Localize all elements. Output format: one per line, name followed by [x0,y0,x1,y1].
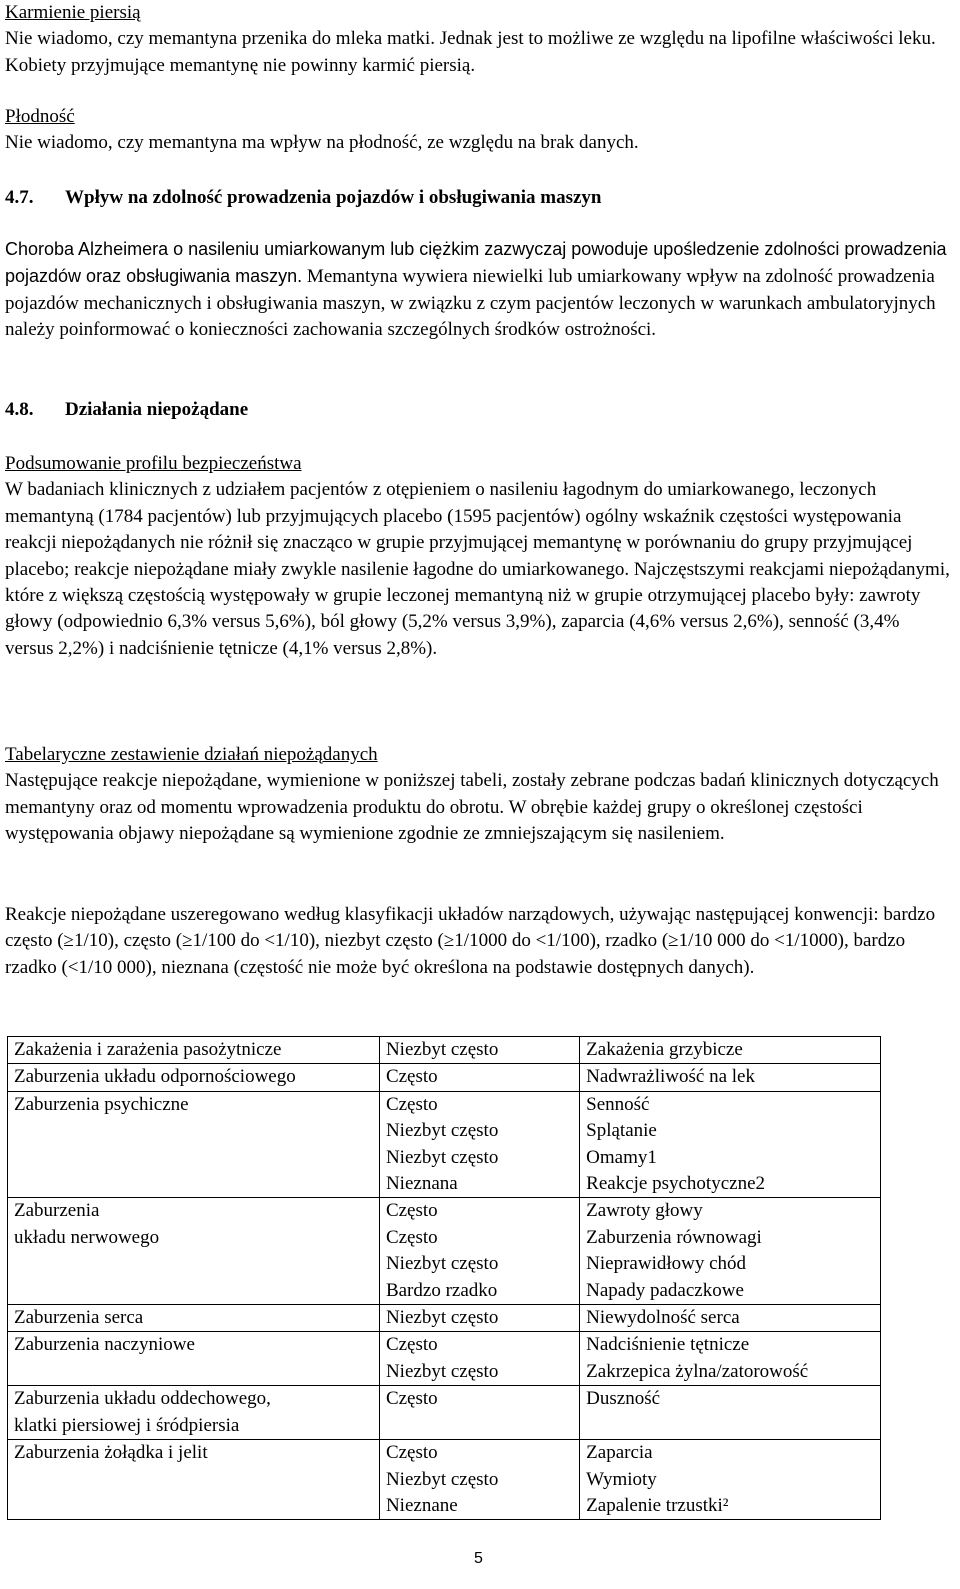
tabulated-summary-heading: Tabelaryczne zestawienie działań niepożądanych [5,744,378,765]
organ-class-cell [8,1064,380,1091]
breastfeeding-text: Nie wiadomo, czy memantyna przenika do mleka matki. Jednak jest to możliwe ze względu na lipofilne właściwości leku. Kobiety przyjmujące memantynę nie powinny karmić piersią. [5,28,936,76]
organ-class-cell [8,1386,380,1440]
frequency-cell-line: Niezbyt często [385,1146,499,1168]
organ-class-cell [8,1198,380,1305]
frequency-cell-line: Niezbyt często [385,1120,499,1142]
tabulated-summary [5,742,950,848]
frequency-cell-line: Niezbyt często [385,1468,499,1490]
reaction-cell-line: Nadciśnienie tętnicze [586,1334,750,1356]
reaction-cell-line: Zaburzenia równowagi [586,1226,762,1248]
reaction-cell-line: Omamy1 [586,1146,657,1168]
organ-class-cell [8,1305,380,1332]
reaction-cell [580,1198,881,1305]
reaction-cell [580,1064,881,1091]
reaction-cell-line: Reakcje psychotyczne2 [586,1173,765,1195]
frequency-cell-line: Niezbyt często [385,1039,499,1060]
table-row [8,1037,881,1064]
frequency-cell [379,1037,579,1064]
organ-class-cell [8,1091,380,1198]
fertility-text: Nie wiadomo, czy memantyna ma wpływ na płodność, ze względu na brak danych. [5,132,639,154]
frequency-cell-line: Bardzo rzadko [385,1279,498,1301]
frequency-cell-line: Często [385,1093,438,1115]
frequency-cell-line: Niezbyt często [385,1360,499,1382]
reaction-cell [580,1386,881,1440]
organ-class-cell [8,1332,380,1386]
table-row [8,1440,881,1520]
frequency-convention-text: Reakcje niepożądane uszeregowano według klasyfikacji układów narządowych, używając następującej konwencji: bardzo często (≥1/10), często (≥1/100 do <1/10), niezbyt często (≥1/1000 do <1/100), rzadko (≥1/10 000 do <1/1000), bardzo rzadko (<1/10 000), nieznana (częstość nie może być określona na podstawie dostępnych danych). [5,904,936,978]
frequency-cell [379,1440,579,1520]
reaction-cell-line: Zawroty głowy [586,1200,703,1222]
reaction-cell [580,1332,881,1386]
adverse-reactions-table [7,1036,881,1520]
organ-class-cell-line: Zaburzenia układu odpornościowego [14,1066,296,1088]
breastfeeding-heading: Karmienie piersią [5,2,141,23]
frequency-cell-line: Często [385,1226,438,1248]
organ-class-cell-line: Zakażenia i zarażenia pasożytnicze [14,1039,282,1060]
reaction-cell [580,1440,881,1520]
reaction-cell-line: Duszność [586,1388,661,1410]
organ-class-cell-line: Zaburzenia układu oddechowego, [14,1388,271,1410]
reaction-cell-line: Senność [586,1093,650,1115]
safety-summary-heading: Podsumowanie profilu bezpieczeństwa [5,453,302,474]
frequency-cell-line: Często [385,1334,438,1356]
section-4-7-title: Wpływ na zdolność prowadzenia pojazdów i obsługiwania maszyn [65,187,602,208]
organ-class-cell [8,1440,380,1520]
safety-summary-text: W badaniach klinicznych z udziałem pacjentów z otępieniem o nasileniu łagodnym do umiarkowanego, leczonych memantyną (1784 pacjentów) lub przyjmujących placebo (1595 pacjentów) ogólny wskaźnik częstości występowania reakcji niepożądanych nie różnił się znacząco w grupie przyjmującej memantynę w porównaniu do grupy przyjmującej placebo; reakcje niepożądane miały zwykle nasilenie łagodne do umiarkowanego. Najczęstszymi reakcjami niepożądanymi, które z większą częstością występowały w grupie leczonej memantyną niż w grupie otrzymującej placebo były: zawroty głowy (odpowiednio 6,3% versus 5,6%), ból głowy (5,2% versus 3,9%), zaparcia (4,6% versus 2,6%), senność (3,4% versus 2,2%) i nadciśnienie tętnicze (4,1% versus 2,8%). [5,479,950,659]
table-row [8,1332,881,1386]
reaction-cell [580,1037,881,1064]
fertility-heading: Płodność [5,106,75,127]
organ-class-cell-line: Zaburzenia żołądka i jelit [14,1442,208,1464]
section-4-8-number: 4.8. [5,399,34,420]
organ-class-cell-line: klatki piersiowej i śródpiersia [14,1414,240,1436]
breastfeeding-section [5,0,950,79]
reaction-cell-line: Zaparcia [586,1442,653,1464]
safety-summary [5,451,950,662]
table-row [8,1305,881,1332]
section-4-7-text [5,236,950,344]
section-4-7-text-serif: Memantyna wywiera niewielki lub umiarkowany wpływ na zdolność prowadzenia pojazdów mechanicznych i obsługiwania maszyn, w związku z czym pacjentów leczonych w warunkach ambulatoryjnych należy poinformować o konieczności zachowania szczególnych środków ostrożności. [5,266,936,341]
frequency-cell [379,1305,579,1332]
frequency-cell [379,1332,579,1386]
frequency-cell [379,1198,579,1305]
page-number: 5 [474,1550,483,1567]
section-4-7-heading [5,185,950,211]
frequency-cell-line: Niezbyt często [385,1307,499,1329]
reaction-cell-line: Wymioty [586,1468,657,1490]
frequency-cell [379,1386,579,1440]
frequency-convention [5,902,950,981]
reaction-cell [580,1305,881,1332]
frequency-cell-line: Nieznana [385,1173,458,1195]
reaction-cell-line: Nadwrażliwość na lek [586,1066,755,1088]
frequency-cell-line: Często [385,1442,438,1464]
frequency-cell-line: Niezbyt często [385,1253,499,1275]
frequency-cell-line: Często [385,1200,438,1222]
reaction-cell-line: Zakrzepica żylna/zatorowość [586,1360,809,1382]
section-4-7-number: 4.7. [5,187,34,208]
table-row [8,1064,881,1091]
frequency-cell [379,1064,579,1091]
reaction-cell-line: Niewydolność serca [586,1307,740,1329]
section-4-7-text-sans: Choroba Alzheimera o nasileniu umiarkowanym lub ciężkim zazwyczaj powoduje upośledzenie zdolności prowadzenia pojazdów oraz obsługiwania maszyn. [5,239,947,287]
reaction-cell-line: Zapalenie trzustki² [586,1494,729,1516]
organ-class-cell-line: Zaburzenia naczyniowe [14,1334,195,1356]
fertility-section [5,104,950,157]
reaction-cell-line: Napady padaczkowe [586,1279,744,1301]
table-row [8,1386,881,1440]
organ-class-cell-line: Zaburzenia [14,1200,100,1222]
section-4-8-title: Działania niepożądane [65,399,249,420]
organ-class-cell [8,1037,380,1064]
table-row [8,1091,881,1198]
frequency-cell-line: Nieznane [385,1494,458,1516]
reaction-cell-line: Nieprawidłowy chód [586,1253,747,1275]
frequency-cell [379,1091,579,1198]
table-row [8,1198,881,1305]
reaction-cell-line: Splątanie [586,1120,657,1142]
section-4-8-heading [5,397,950,423]
organ-class-cell-line: układu nerwowego [14,1226,160,1248]
organ-class-cell-line: Zaburzenia serca [14,1307,144,1329]
organ-class-cell-line: Zaburzenia psychiczne [14,1093,189,1115]
reaction-cell-line: Zakażenia grzybicze [586,1039,743,1060]
frequency-cell-line: Często [385,1388,438,1410]
frequency-cell-line: Często [385,1066,438,1088]
reaction-cell [580,1091,881,1198]
tabulated-summary-intro: Następujące reakcje niepożądane, wymienione w poniższej tabeli, zostały zebrane podczas badań klinicznych dotyczących memantyny oraz od momentu wprowadzenia produktu do obrotu. W obrębie każdej grupy o określonej częstości występowania objawy niepożądane są wymienione zgodnie ze zmniejszającym się nasileniem. [5,770,939,845]
section-4-7-body [5,236,950,344]
